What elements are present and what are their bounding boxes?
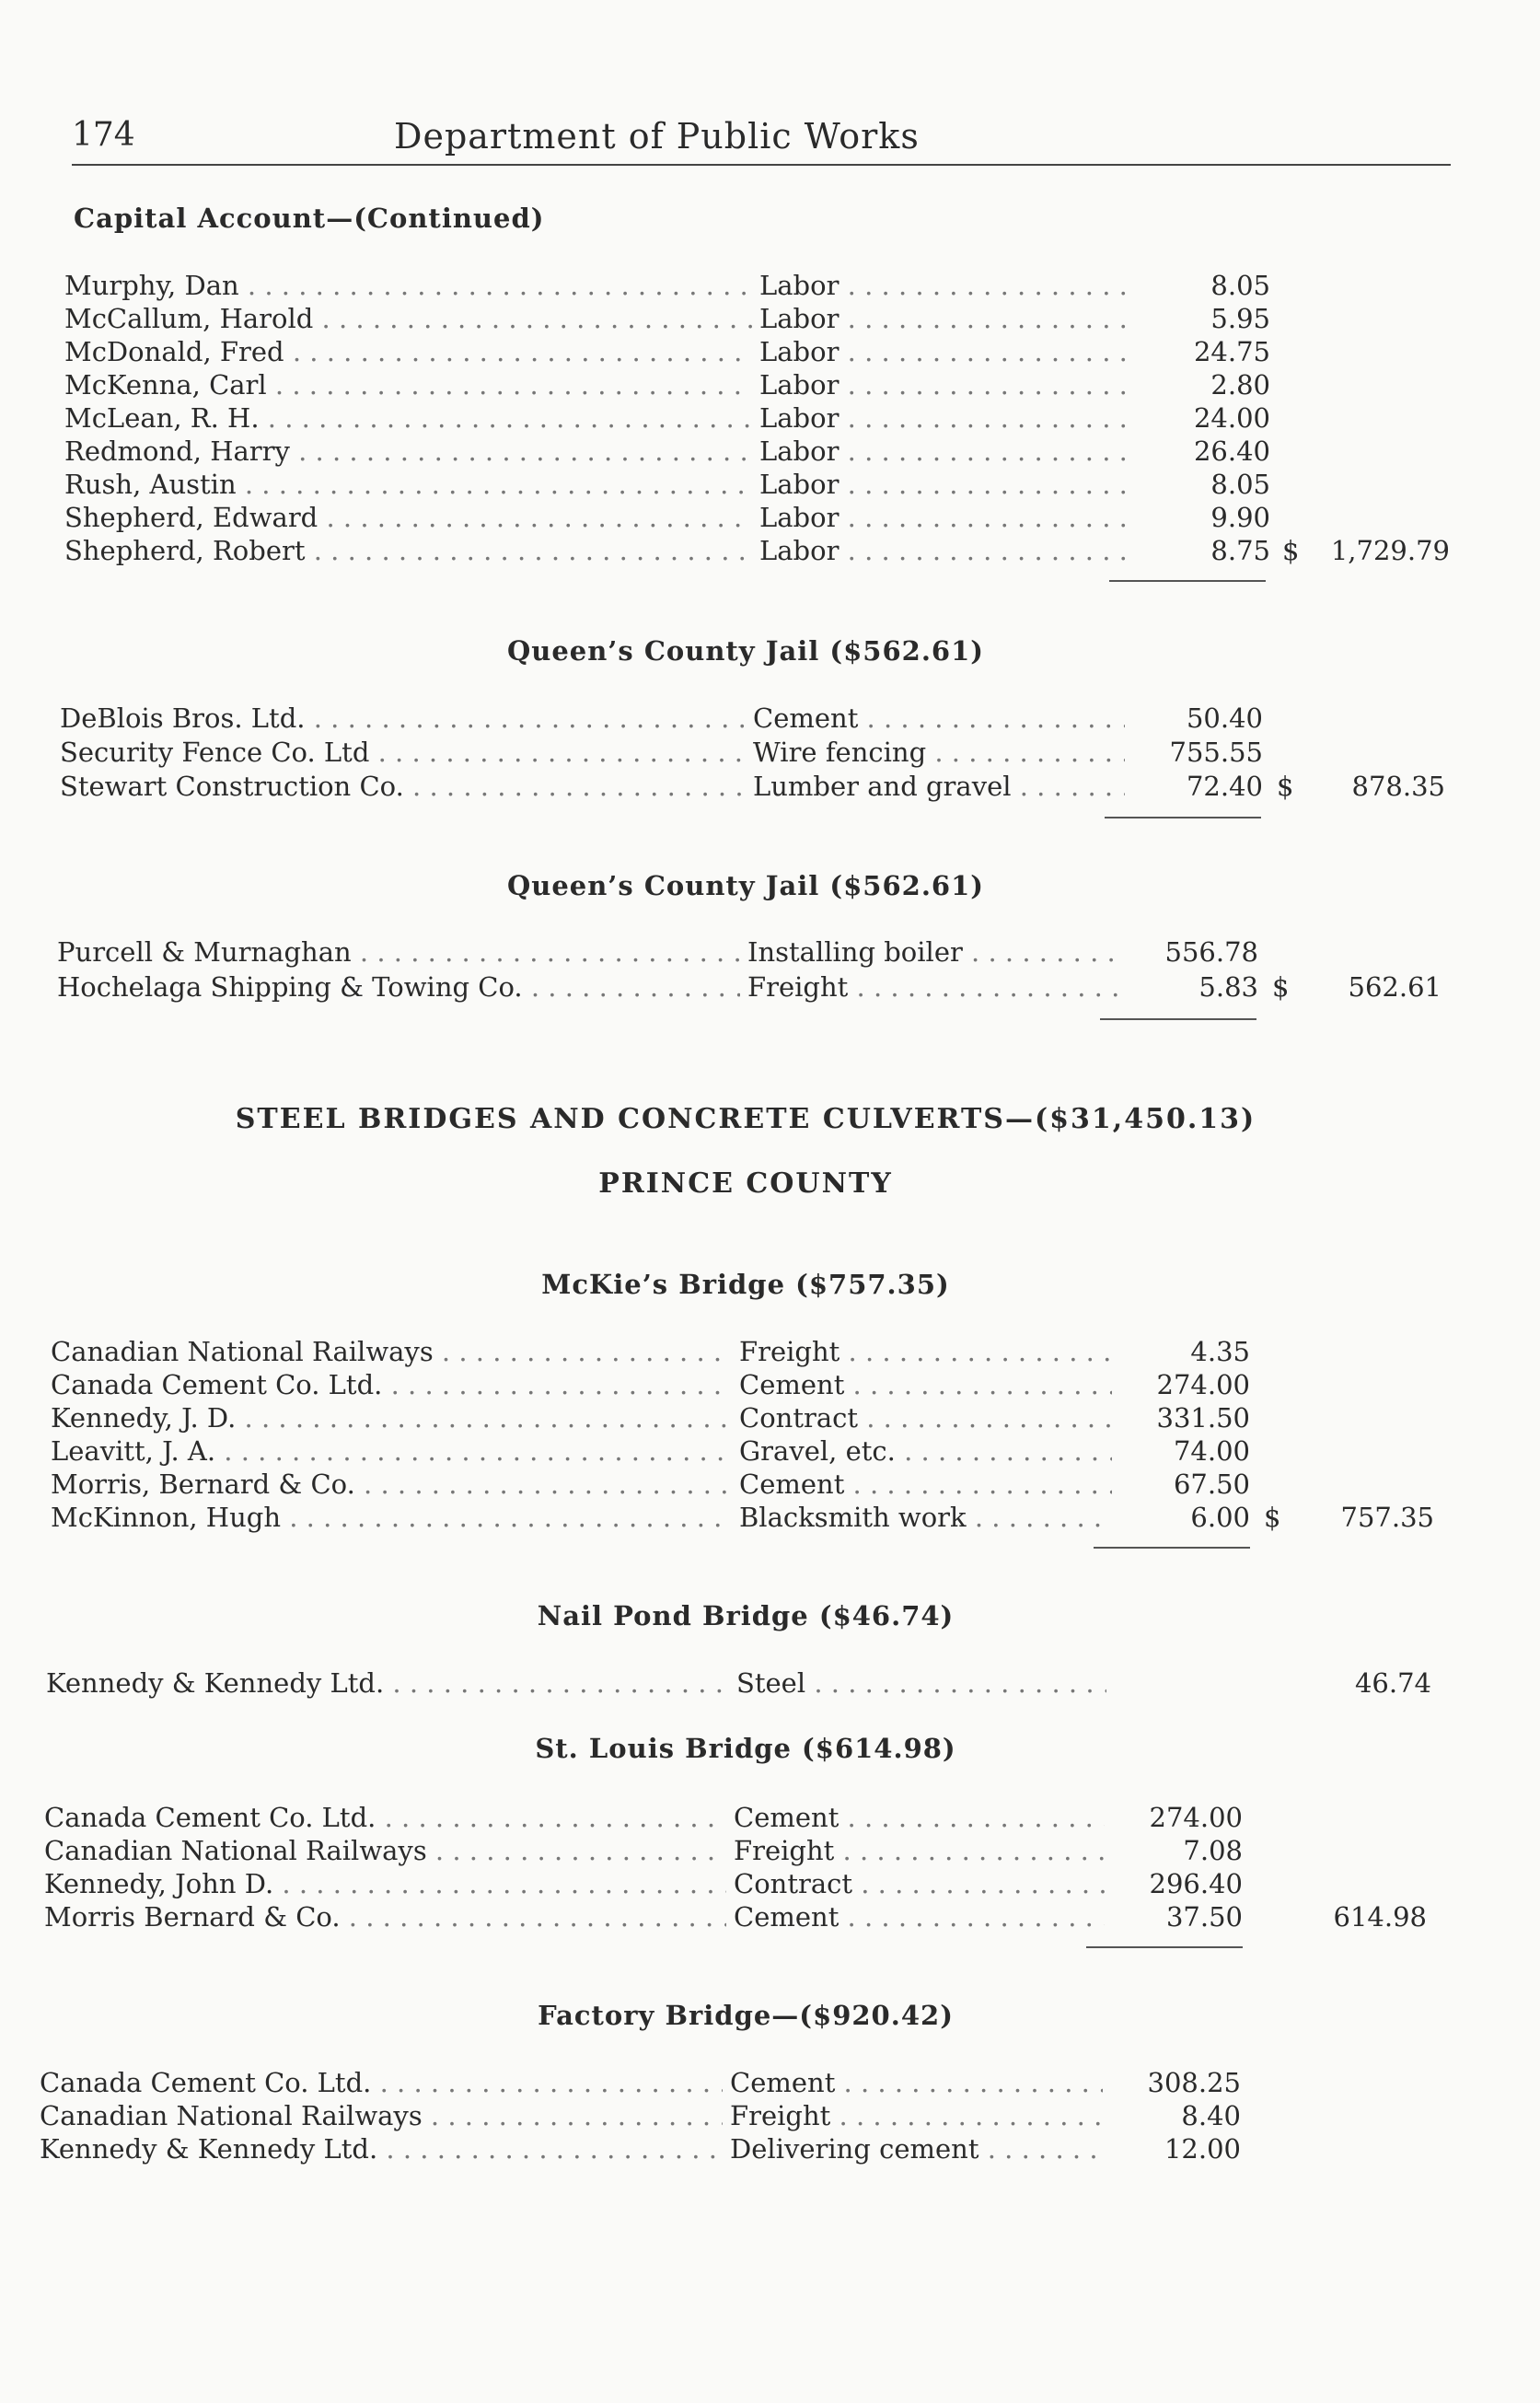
expense-item: Delivering cement . . . — [730, 2132, 1103, 2165]
amount: 24.00 — [1193, 402, 1270, 434]
page-header — [72, 112, 1451, 166]
payee-name: Hochelaga Shipping & Towing Co. . . . — [57, 970, 740, 1004]
total-rule — [1100, 1018, 1256, 1020]
expense-item: Contract . . . — [734, 1867, 1105, 1900]
section-subheading-steel: PRINCE COUNTY — [598, 1167, 893, 1200]
section-total: 614.98 — [1333, 1901, 1427, 1933]
expense-item: Labor . . . — [759, 335, 1132, 368]
expense-item: Labor . . . — [759, 534, 1132, 567]
ledger-row — [0, 534, 1540, 567]
section-heading-factory: Factory Bridge—($920.42) — [538, 2000, 954, 2031]
amount: 24.75 — [1193, 336, 1270, 367]
expense-item: Freight . . . — [730, 2099, 1103, 2132]
amount: 9.90 — [1210, 502, 1270, 533]
amount: 7.08 — [1183, 1835, 1243, 1866]
amount: 5.83 — [1198, 971, 1258, 1003]
payee-name: Morris Bernard & Co. . . . — [44, 1900, 726, 1933]
payee-name: Purcell & Murnaghan . . . — [57, 935, 740, 969]
expense-item: Steel . . . — [736, 1666, 1106, 1700]
section-total: 46.74 — [1354, 1667, 1431, 1699]
expense-item: Contract . . . — [739, 1401, 1112, 1434]
expense-item: Labor . . . — [759, 269, 1132, 302]
ledger-row — [0, 2099, 1540, 2132]
expense-item: Cement . . . — [734, 1801, 1105, 1834]
expense-item: Cement . . . — [753, 702, 1125, 735]
payee-name: Canadian National Railways . . . — [40, 2099, 723, 2132]
expense-item: Labor . . . — [759, 401, 1132, 435]
section-heading-jail2: Queen’s County Jail ($562.61) — [506, 870, 985, 901]
expense-item: Cement . . . — [739, 1368, 1112, 1401]
expense-item: Labor . . . — [759, 368, 1132, 401]
ledger-row — [0, 2066, 1540, 2099]
payee-name: Canada Cement Co. Ltd. . . . — [40, 2066, 723, 2099]
expense-item: Cement . . . — [730, 2066, 1103, 2099]
payee-name: DeBlois Bros. Ltd. . . . — [60, 702, 746, 735]
ledger-row — [0, 1867, 1540, 1900]
ledger-row — [0, 302, 1540, 335]
ledger-row — [0, 1468, 1540, 1501]
ledger-row — [0, 2132, 1540, 2165]
page-title: Department of Public Works — [394, 116, 920, 157]
total-rule — [1086, 1946, 1243, 1948]
ledger-row — [0, 970, 1540, 1004]
expense-item: Labor . . . — [759, 435, 1132, 468]
section-total: 1,729.79 — [1330, 535, 1450, 566]
payee-name: Rush, Austin . . . — [64, 468, 752, 501]
expense-item: Freight . . . — [747, 970, 1120, 1004]
amount: 556.78 — [1164, 936, 1258, 968]
payee-name: McKenna, Carl . . . — [64, 368, 752, 401]
amount: 4.35 — [1190, 1336, 1250, 1367]
expense-item: Lumber and gravel . . . — [753, 770, 1125, 803]
ledger-row — [0, 1434, 1540, 1468]
payee-name: Security Fence Co. Ltd . . . — [60, 736, 746, 769]
ledger-row — [0, 1801, 1540, 1834]
payee-name: McCallum, Harold . . . — [64, 302, 752, 335]
expense-item: Gravel, etc. . . . — [739, 1434, 1112, 1468]
payee-name: Kennedy, J. D. . . . — [51, 1401, 732, 1434]
dollar-sign: $ — [1277, 771, 1294, 802]
amount: 72.40 — [1186, 771, 1263, 802]
ledger-row — [0, 736, 1540, 769]
expense-item: Labor . . . — [759, 501, 1132, 534]
ledger-row — [0, 335, 1540, 368]
amount: 8.75 — [1210, 535, 1270, 566]
payee-name: Morris, Bernard & Co. . . . — [51, 1468, 732, 1501]
total-rule — [1109, 580, 1266, 582]
ledger-row — [0, 368, 1540, 401]
expense-item: Labor . . . — [759, 468, 1132, 501]
expense-item: Cement . . . — [734, 1900, 1105, 1933]
amount: 37.50 — [1165, 1901, 1243, 1933]
amount: 274.00 — [1149, 1802, 1243, 1833]
expense-item: Installing boiler . . . — [747, 935, 1120, 969]
ledger-row — [0, 1900, 1540, 1933]
dollar-sign: $ — [1282, 535, 1300, 566]
amount: 755.55 — [1169, 737, 1263, 768]
expense-item: Wire fencing . . . — [753, 736, 1125, 769]
ledger-row — [0, 501, 1540, 534]
ledger-row — [0, 435, 1540, 468]
amount: 296.40 — [1149, 1868, 1243, 1899]
expense-item: Cement . . . — [739, 1468, 1112, 1501]
ledger-row — [0, 468, 1540, 501]
dollar-sign: $ — [1264, 1502, 1281, 1533]
payee-name: Shepherd, Robert . . . — [64, 534, 752, 567]
section-total: 878.35 — [1351, 771, 1445, 802]
ledger-row — [0, 1666, 1540, 1700]
section-heading-jail1: Queen’s County Jail ($562.61) — [506, 635, 985, 667]
expense-item: Freight . . . — [734, 1834, 1105, 1867]
total-rule — [1094, 1547, 1250, 1549]
payee-name: Redmond, Harry . . . — [64, 435, 752, 468]
section-heading-nail: Nail Pond Bridge ($46.74) — [537, 1600, 955, 1631]
expense-item: Freight . . . — [739, 1335, 1112, 1368]
amount: 274.00 — [1156, 1369, 1250, 1400]
payee-name: Stewart Construction Co. . . . — [60, 770, 746, 803]
amount: 50.40 — [1186, 702, 1263, 734]
amount: 331.50 — [1156, 1402, 1250, 1434]
ledger-row — [0, 702, 1540, 735]
expense-item: Blacksmith work . . . — [739, 1501, 1112, 1534]
section-heading-capital: Capital Account—(Continued) — [74, 203, 545, 234]
amount: 8.05 — [1210, 469, 1270, 500]
dollar-sign: $ — [1272, 971, 1290, 1003]
section-total: 562.61 — [1348, 971, 1442, 1003]
ledger-row — [0, 1834, 1540, 1867]
section-total: 757.35 — [1340, 1502, 1434, 1533]
ledger-row — [0, 770, 1540, 803]
payee-name: Leavitt, J. A. . . . — [51, 1434, 732, 1468]
amount: 8.05 — [1210, 270, 1270, 301]
section-heading-mckie: McKie’s Bridge ($757.35) — [541, 1269, 950, 1300]
payee-name: McKinnon, Hugh . . . — [51, 1501, 732, 1534]
payee-name: Kennedy & Kennedy Ltd. . . . — [40, 2132, 723, 2165]
payee-name: Canadian National Railways . . . — [51, 1335, 732, 1368]
ledger-row — [0, 269, 1540, 302]
payee-name: Canada Cement Co. Ltd. . . . — [51, 1368, 732, 1401]
amount: 5.95 — [1210, 303, 1270, 334]
amount: 12.00 — [1164, 2133, 1241, 2165]
payee-name: McDonald, Fred . . . — [64, 335, 752, 368]
payee-name: Canadian National Railways . . . — [44, 1834, 726, 1867]
ledger-row — [0, 1368, 1540, 1401]
expense-item: Labor . . . — [759, 302, 1132, 335]
payee-name: McLean, R. H. . . . — [64, 401, 752, 435]
total-rule — [1105, 817, 1261, 818]
amount: 308.25 — [1147, 2067, 1241, 2098]
payee-name: Canada Cement Co. Ltd. . . . — [44, 1801, 726, 1834]
section-heading-stlouis: St. Louis Bridge ($614.98) — [535, 1733, 956, 1764]
ledger-row — [0, 935, 1540, 969]
amount: 67.50 — [1173, 1468, 1250, 1500]
payee-name: Murphy, Dan . . . — [64, 269, 752, 302]
page-number: 174 — [72, 116, 135, 154]
payee-name: Shepherd, Edward . . . — [64, 501, 752, 534]
section-heading-steel: STEEL BRIDGES AND CONCRETE CULVERTS—($31,450.13) — [235, 1103, 1256, 1135]
amount: 74.00 — [1173, 1435, 1250, 1467]
amount: 8.40 — [1181, 2100, 1241, 2131]
payee-name: Kennedy & Kennedy Ltd. . . . — [46, 1666, 729, 1700]
ledger-row — [0, 1501, 1540, 1534]
amount: 6.00 — [1190, 1502, 1250, 1533]
amount: 26.40 — [1193, 435, 1270, 467]
ledger-row — [0, 1335, 1540, 1368]
payee-name: Kennedy, John D. . . . — [44, 1867, 726, 1900]
ledger-row — [0, 401, 1540, 435]
amount: 2.80 — [1210, 369, 1270, 400]
ledger-row — [0, 1401, 1540, 1434]
